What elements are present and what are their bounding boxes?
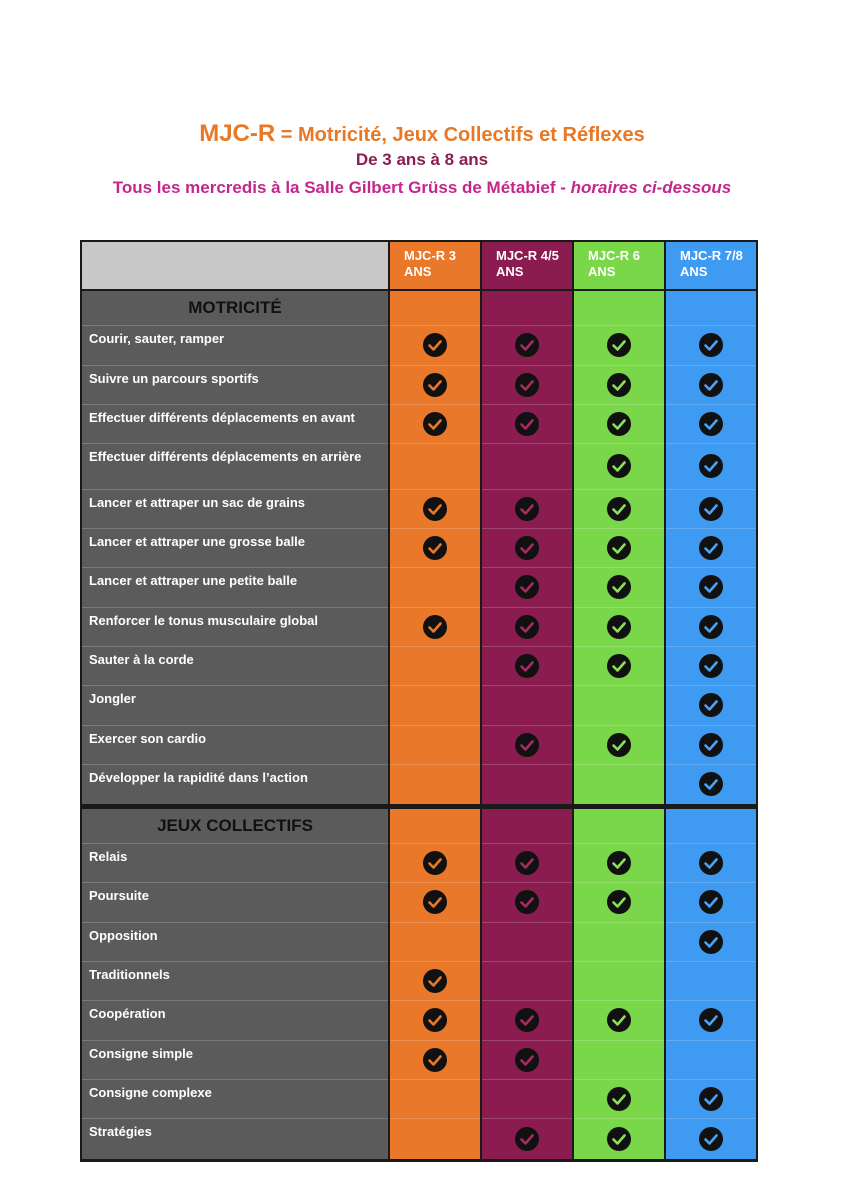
- check-icon: [515, 733, 539, 757]
- activity-label: Coopération: [82, 1000, 388, 1040]
- brand-name: MJC-R: [199, 120, 276, 147]
- column-header-mjc-r-7-8: MJC-R 7/8 ANS: [666, 242, 756, 289]
- check-icon: [699, 930, 723, 954]
- check-icon: [699, 733, 723, 757]
- column-header-mjc-r-3: MJC-R 3 ANS: [390, 242, 480, 289]
- table-cell: [390, 443, 480, 489]
- column-header-mjc-r-4-5: MJC-R 4/5 ANS: [482, 242, 572, 289]
- check-icon: [423, 412, 447, 436]
- activity-label: Lancer et attraper une petite balle: [82, 567, 388, 607]
- table-cell: [666, 961, 756, 1000]
- check-icon: [515, 412, 539, 436]
- activity-label: Sauter à la corde: [82, 646, 388, 685]
- check-icon: [607, 1087, 631, 1111]
- check-icon: [607, 497, 631, 521]
- check-icon: [607, 851, 631, 875]
- table-cell: [482, 685, 572, 725]
- table-cell: [482, 1079, 572, 1118]
- check-icon: [699, 851, 723, 875]
- check-icon: [699, 615, 723, 639]
- check-icon: [607, 890, 631, 914]
- title-line: [0, 120, 844, 148]
- check-icon: [515, 1127, 539, 1151]
- section-title: JEUX COLLECTIFS: [82, 809, 388, 843]
- check-icon: [607, 654, 631, 678]
- check-icon: [423, 890, 447, 914]
- table-cell: [482, 961, 572, 1000]
- check-icon: [607, 412, 631, 436]
- table-cell: [574, 764, 664, 804]
- table-cell: [390, 725, 480, 764]
- check-icon: [515, 373, 539, 397]
- table-cell: [574, 961, 664, 1000]
- table-cell: [574, 1040, 664, 1079]
- check-icon: [515, 497, 539, 521]
- section-title: MOTRICITÉ: [82, 291, 388, 325]
- table-cell: [390, 646, 480, 685]
- table-cell: [482, 922, 572, 961]
- check-icon: [423, 969, 447, 993]
- check-icon: [607, 1008, 631, 1032]
- section-divider: [80, 804, 758, 807]
- activity-label: Lancer et attraper une grosse balle: [82, 528, 388, 567]
- check-icon: [607, 615, 631, 639]
- table-cell: [390, 1118, 480, 1159]
- check-icon: [699, 373, 723, 397]
- table-header-blank: [82, 242, 388, 289]
- activity-label: Opposition: [82, 922, 388, 961]
- table-cell: [390, 764, 480, 804]
- table-cell: [482, 443, 572, 489]
- check-icon: [515, 575, 539, 599]
- check-icon: [699, 333, 723, 357]
- table-cell: [574, 685, 664, 725]
- location-text: Tous les mercredis à la Salle Gilbert Grüss de Métabief: [112, 178, 556, 197]
- check-icon: [515, 536, 539, 560]
- check-icon: [515, 851, 539, 875]
- activity-label: Courir, sauter, ramper: [82, 325, 388, 365]
- check-icon: [515, 1048, 539, 1072]
- check-icon: [699, 693, 723, 717]
- check-icon: [423, 851, 447, 875]
- schedule-note: - horaires ci-dessous: [560, 178, 732, 197]
- activity-label: Développer la rapidité dans l’action: [82, 764, 388, 804]
- check-icon: [699, 890, 723, 914]
- activity-label: Consigne complexe: [82, 1079, 388, 1118]
- check-icon: [607, 1127, 631, 1151]
- check-icon: [423, 1048, 447, 1072]
- check-icon: [423, 536, 447, 560]
- activity-label: Poursuite: [82, 882, 388, 922]
- check-icon: [699, 772, 723, 796]
- activity-label: Effectuer différents déplacements en avant: [82, 404, 388, 443]
- activity-label: Consigne simple: [82, 1040, 388, 1079]
- check-icon: [607, 454, 631, 478]
- check-icon: [423, 1008, 447, 1032]
- check-icon: [423, 497, 447, 521]
- activity-label: Lancer et attraper un sac de grains: [82, 489, 388, 528]
- table-cell: [390, 567, 480, 607]
- activity-label: Effectuer différents déplacements en arrière: [82, 443, 388, 489]
- check-icon: [607, 373, 631, 397]
- check-icon: [423, 333, 447, 357]
- activity-label: Jongler: [82, 685, 388, 725]
- check-icon: [607, 733, 631, 757]
- check-icon: [699, 497, 723, 521]
- check-icon: [607, 333, 631, 357]
- table-cell: [482, 764, 572, 804]
- table-cell: [390, 685, 480, 725]
- check-icon: [515, 654, 539, 678]
- activity-label: Renforcer le tonus musculaire global: [82, 607, 388, 646]
- check-icon: [607, 575, 631, 599]
- activity-label: Traditionnels: [82, 961, 388, 1000]
- check-icon: [515, 615, 539, 639]
- age-range: De 3 ans à 8 ans: [355, 150, 489, 169]
- section-divider: [80, 1159, 758, 1162]
- check-icon: [699, 1087, 723, 1111]
- check-icon: [699, 575, 723, 599]
- title-rest: = Motricité, Jeux Collectifs et Réflexes: [280, 124, 645, 146]
- check-icon: [515, 1008, 539, 1032]
- location-line: [72, 175, 772, 200]
- check-icon: [515, 333, 539, 357]
- check-icon: [515, 890, 539, 914]
- activity-label: Suivre un parcours sportifs: [82, 365, 388, 404]
- table-cell: [666, 1040, 756, 1079]
- check-icon: [699, 1127, 723, 1151]
- check-icon: [423, 615, 447, 639]
- table-cell: [390, 922, 480, 961]
- activity-label: Relais: [82, 843, 388, 882]
- activity-label: Stratégies: [82, 1118, 388, 1159]
- check-icon: [699, 536, 723, 560]
- check-icon: [699, 1008, 723, 1032]
- check-icon: [607, 536, 631, 560]
- check-icon: [699, 654, 723, 678]
- column-header-mjc-r-6: MJC-R 6 ANS: [574, 242, 664, 289]
- table-cell: [574, 922, 664, 961]
- check-icon: [699, 412, 723, 436]
- check-icon: [699, 454, 723, 478]
- table-cell: [390, 1079, 480, 1118]
- check-icon: [423, 373, 447, 397]
- activity-label: Exercer son cardio: [82, 725, 388, 764]
